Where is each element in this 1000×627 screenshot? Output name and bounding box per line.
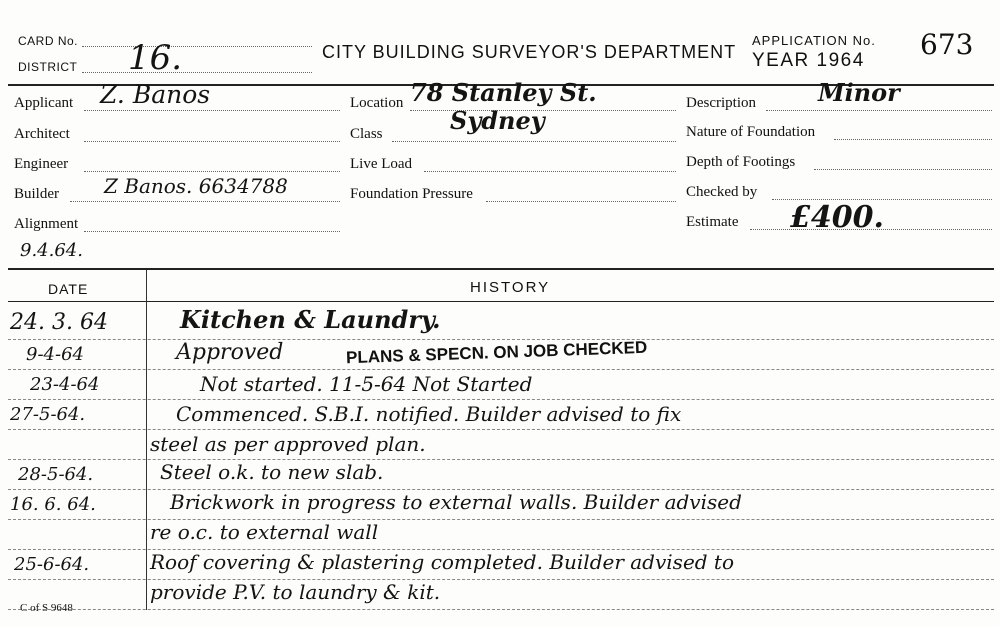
history-text: Kitchen & Laundry. <box>180 305 441 334</box>
history-date: 25-6-64. <box>14 554 90 575</box>
applicant-value: Z. Banos <box>100 80 211 109</box>
engineer-label: Engineer <box>14 156 69 172</box>
history-line <box>8 459 994 460</box>
application-label: APPLICATION No. <box>752 33 876 48</box>
class-line <box>392 141 676 142</box>
alignment-value: 9.4.64. <box>20 240 83 261</box>
architect-line <box>84 141 340 142</box>
description-label: Description <box>686 95 756 111</box>
alignment-label: Alignment <box>14 216 79 232</box>
foundation-pressure-line <box>486 201 676 202</box>
history-text: Not started. 11-5-64 Not Started <box>200 372 533 396</box>
form-number: C of S 9648 <box>20 602 73 614</box>
district-label: DISTRICT <box>18 60 78 74</box>
estimate-value: £400. <box>790 200 884 235</box>
history-date: 28-5-64. <box>18 464 94 485</box>
history-text: Steel o.k. to new slab. <box>160 460 384 484</box>
engineer-line <box>84 171 340 172</box>
description-value: Minor <box>818 78 900 107</box>
description-line <box>766 110 992 111</box>
estimate-label: Estimate <box>686 214 739 230</box>
class-label: Class <box>350 126 383 142</box>
history-text: Approved <box>176 340 284 365</box>
inspection-stamp: PLANS & SPECN. ON JOB CHECKED <box>345 337 648 368</box>
history-date: 24. 3. 64 <box>10 310 108 335</box>
builder-label: Builder <box>14 186 59 202</box>
applicant-line <box>84 110 340 111</box>
history-line <box>8 609 994 610</box>
district-line <box>82 72 312 73</box>
live-load-label: Live Load <box>350 156 413 172</box>
depth-of-footings-label: Depth of Footings <box>686 154 796 170</box>
history-top-rule <box>8 268 994 270</box>
district-value: 16. <box>128 38 183 78</box>
card-no-label: CARD No. <box>18 34 79 48</box>
history-text: steel as per approved plan. <box>150 432 426 456</box>
history-line <box>8 399 994 400</box>
alignment-line <box>84 231 340 232</box>
history-date: 27-5-64. <box>10 404 86 425</box>
history-line <box>8 429 994 430</box>
card-no-line <box>82 46 312 47</box>
department-title: CITY BUILDING SURVEYOR'S DEPARTMENT <box>322 42 737 62</box>
foundation-pressure-label: Foundation Pressure <box>350 186 473 202</box>
history-text: Commenced. S.B.I. notified. Builder advised to fix <box>176 402 682 426</box>
builder-value: Z Banos. 6634788 <box>104 174 288 198</box>
builder-line <box>70 201 340 202</box>
checked-by-label: Checked by <box>686 184 758 200</box>
applicant-label: Applicant <box>14 95 74 111</box>
date-header: DATE <box>48 281 89 297</box>
history-date: 16. 6. 64. <box>10 494 96 515</box>
nature-line <box>834 139 992 140</box>
location-value-city: Sydney <box>450 106 545 135</box>
history-line <box>8 339 994 340</box>
history-header: HISTORY <box>470 279 551 296</box>
location-value-street: 78 Stanley St. <box>410 78 597 107</box>
history-text: Brickwork in progress to external walls. Builder advised <box>170 490 742 514</box>
history-line <box>8 369 994 370</box>
history-date: 23-4-64 <box>30 374 100 395</box>
history-header-rule <box>8 301 994 302</box>
history-text: provide P.V. to laundry & kit. <box>150 580 441 604</box>
nature-of-foundation-label: Nature of Foundation <box>686 124 816 140</box>
live-load-line <box>424 171 676 172</box>
location-label: Location <box>350 95 404 111</box>
history-date: 9-4-64 <box>26 344 84 365</box>
depth-line <box>814 169 992 170</box>
application-number: 673 <box>920 28 974 61</box>
year: YEAR 1964 <box>752 50 865 71</box>
history-text: re o.c. to external wall <box>150 520 379 544</box>
history-text: Roof covering & plastering completed. Builder advised to <box>150 550 735 574</box>
architect-label: Architect <box>14 126 70 142</box>
date-column-divider <box>146 270 147 610</box>
